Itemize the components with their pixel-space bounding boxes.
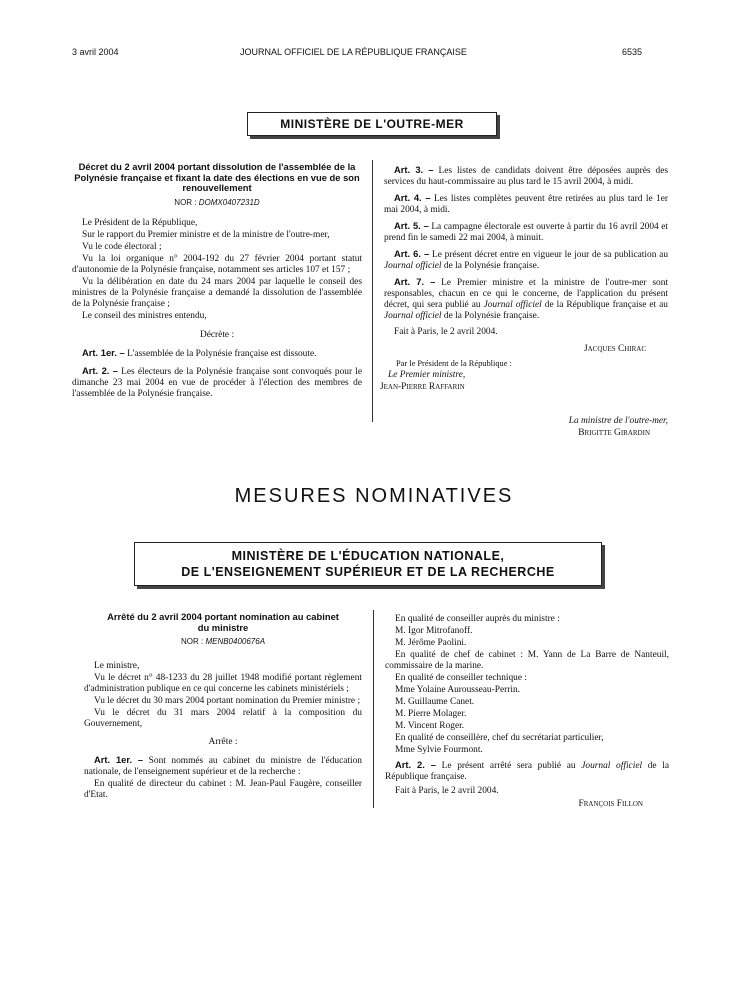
decree-article-4: Art. 4. – Les listes complètes peuvent être retirées au plus tard le 1er mai 2004, à midi. — [384, 192, 669, 215]
premier-ministre-title: Le Premier ministre, — [388, 370, 466, 380]
decree-fait-a-paris: Fait à Paris, le 2 avril 2004. — [394, 327, 498, 337]
arrete-title: Arrêté du 2 avril 2004 portant nomination au cabinet du ministre — [107, 611, 339, 633]
decree-article-6: Art. 6. – Le présent décret entre en vigueur le jour de sa publication au Journal officiel de la Polynésie française. — [384, 248, 669, 271]
header-date: 3 avril 2004 — [72, 47, 119, 57]
ministry-education-title-line1: MINISTÈRE DE L'ÉDUCATION NATIONALE, — [231, 549, 505, 563]
arrete-directeur-cabinet: En qualité de directeur du cabinet : M. Jean-Paul Faugère, conseiller d'Etat. — [84, 779, 362, 800]
arrete-nomination: Mme Yolaine Aurousseau-Perrin. — [395, 685, 520, 695]
arrete-nomination: M. Jérôme Paolini. — [395, 638, 467, 648]
arrete-left-column — [84, 612, 362, 802]
arrete-nor — [84, 636, 362, 647]
signature-president: Jacques Chirac — [583, 344, 646, 354]
arrete-article-1: Art. 1er. – Sont nommés au cabinet du ministre de l'éducation nationale, de l'enseignement supérieur et de la recherche : — [84, 754, 362, 777]
decree-article-2: Art. 2. – Les électeurs de la Polynésie française sont convoqués pour le dimanche 23 mai 2004 en vue de procéder à l'élection des membres de l'assemblée de la Polynésie française. — [72, 364, 362, 399]
ministre-outre-mer-signature-block — [384, 416, 680, 440]
arrete-nomination: En qualité de conseiller auprès du ministre : — [395, 614, 560, 624]
arrete-nomination: M. Vincent Roger. — [395, 721, 465, 731]
arrete-visa: Vu le décret du 31 mars 2004 relatif à la composition du Gouvernement, — [84, 708, 362, 729]
decree-visa: Vu le code électoral ; — [82, 241, 162, 252]
arrete-right-column — [385, 614, 669, 811]
arrete-nomination: En qualité de conseiller technique : — [395, 673, 527, 683]
arrete-visa: Vu le décret du 30 mars 2004 portant nomination du Premier ministre ; — [94, 696, 361, 706]
ministry-education-title-line2: DE L'ENSEIGNEMENT SUPÉRIEUR ET DE LA RECHERCHE — [181, 565, 555, 579]
decree-visa: Le conseil des ministres entendu, — [82, 310, 207, 321]
ministry-education-box — [134, 542, 602, 586]
arrete-nomination: M. Pierre Molager. — [395, 709, 467, 719]
decree-nor — [72, 197, 362, 208]
nor-label: NOR : — [180, 637, 204, 646]
par-le-president: Par le Président de la République : — [396, 359, 512, 368]
decree-decrete: Décrète : — [199, 329, 235, 340]
header-journal-title: JOURNAL OFFICIEL DE LA RÉPUBLIQUE FRANÇAISE — [240, 47, 467, 57]
signature-premier-ministre: Jean-Pierre Raffarin — [380, 382, 465, 392]
decree-right-column — [380, 164, 669, 394]
nor-value: MENB0400676A — [205, 637, 266, 646]
ministry-outre-mer-box — [247, 112, 497, 136]
arrete-nomination: Mme Sylvie Fourmont. — [395, 745, 483, 755]
ministre-outre-mer-title: La ministre de l'outre-mer, — [568, 416, 668, 426]
arrete-visa: Le ministre, — [94, 661, 140, 671]
decree-visa: Vu la loi organique n° 2004-192 du 27 février 2004 portant statut d'autonomie de la Polynésie française, notamment ses articles 107 et 157 ; — [72, 253, 362, 275]
arrete-article-2: Art. 2. – Le présent arrêté sera publié au Journal officiel de la République française. — [385, 759, 670, 782]
mesures-nominatives-heading: MESURES NOMINATIVES — [234, 485, 514, 507]
arrete-nomination: M. Igor Mitrofanoff. — [395, 626, 473, 636]
decree-left-column — [72, 162, 362, 401]
arrete-nomination: En qualité de conseillère, chef du secrétariat particulier, — [395, 733, 604, 743]
decree-article-3: Art. 3. – Les listes de candidats doivent être déposées auprès des services du haut-commissaire au plus tard le 15 avril 2004, à midi. — [384, 164, 669, 187]
decree-article-5: Art. 5. – La campagne électorale est ouverte à partir du 16 avril 2004 et prend fin le samedi 22 mai 2004, à minuit. — [384, 220, 669, 243]
decree-visa: Vu la délibération en date du 24 mars 2004 par laquelle le conseil des ministres de la Polynésie française a demandé la dissolution de l'assemblée de la Polynésie française ; — [72, 276, 362, 309]
arrete-fait-a-paris: Fait à Paris, le 2 avril 2004. — [395, 786, 499, 796]
arrete-nomination: En qualité de chef de cabinet : M. Yann de La Barre de Nanteuil, commissaire de la marine. — [385, 650, 669, 671]
decree-title: Décret du 2 avril 2004 portant dissolution de l'assemblée de la Polynésie française et fixant la date des élections en vue de son renouvellement — [74, 161, 360, 193]
arrete-nomination: M. Guillaume Canet. — [395, 697, 475, 707]
arrete-visa: Vu le décret n° 48-1233 du 28 juillet 1948 modifié portant règlement d'administration publique en ce qui concerne les cabinets ministériels ; — [84, 673, 362, 694]
header-page-number: 6535 — [622, 47, 643, 57]
signature-ministre-outre-mer: Brigitte Girardin — [578, 428, 650, 438]
nor-label: NOR : — [174, 197, 197, 207]
decree-visa: Sur le rapport du Premier ministre et de la ministre de l'outre-mer, — [82, 229, 330, 240]
signature-ministre-education: François Fillon — [578, 799, 643, 809]
column-divider — [372, 160, 373, 422]
arrete-arrete: Arrête : — [208, 737, 238, 747]
ministry-outre-mer-title: MINISTÈRE DE L'OUTRE-MER — [280, 117, 464, 131]
decree-article-1: Art. 1er. – L'assemblée de la Polynésie française est dissoute. — [82, 346, 317, 359]
nor-value: DOMX0407231D — [198, 197, 260, 207]
column-divider — [373, 610, 374, 808]
decree-article-7: Art. 7. – Le Premier ministre et la ministre de l'outre-mer sont responsables, chacun en ce qui le concerne, de l'application du présent décret, qui sera publié au Journal officiel de la République française et au Journal officiel de la Polynésie française. — [384, 276, 669, 321]
decree-visa: Le Président de la République, — [82, 217, 198, 228]
